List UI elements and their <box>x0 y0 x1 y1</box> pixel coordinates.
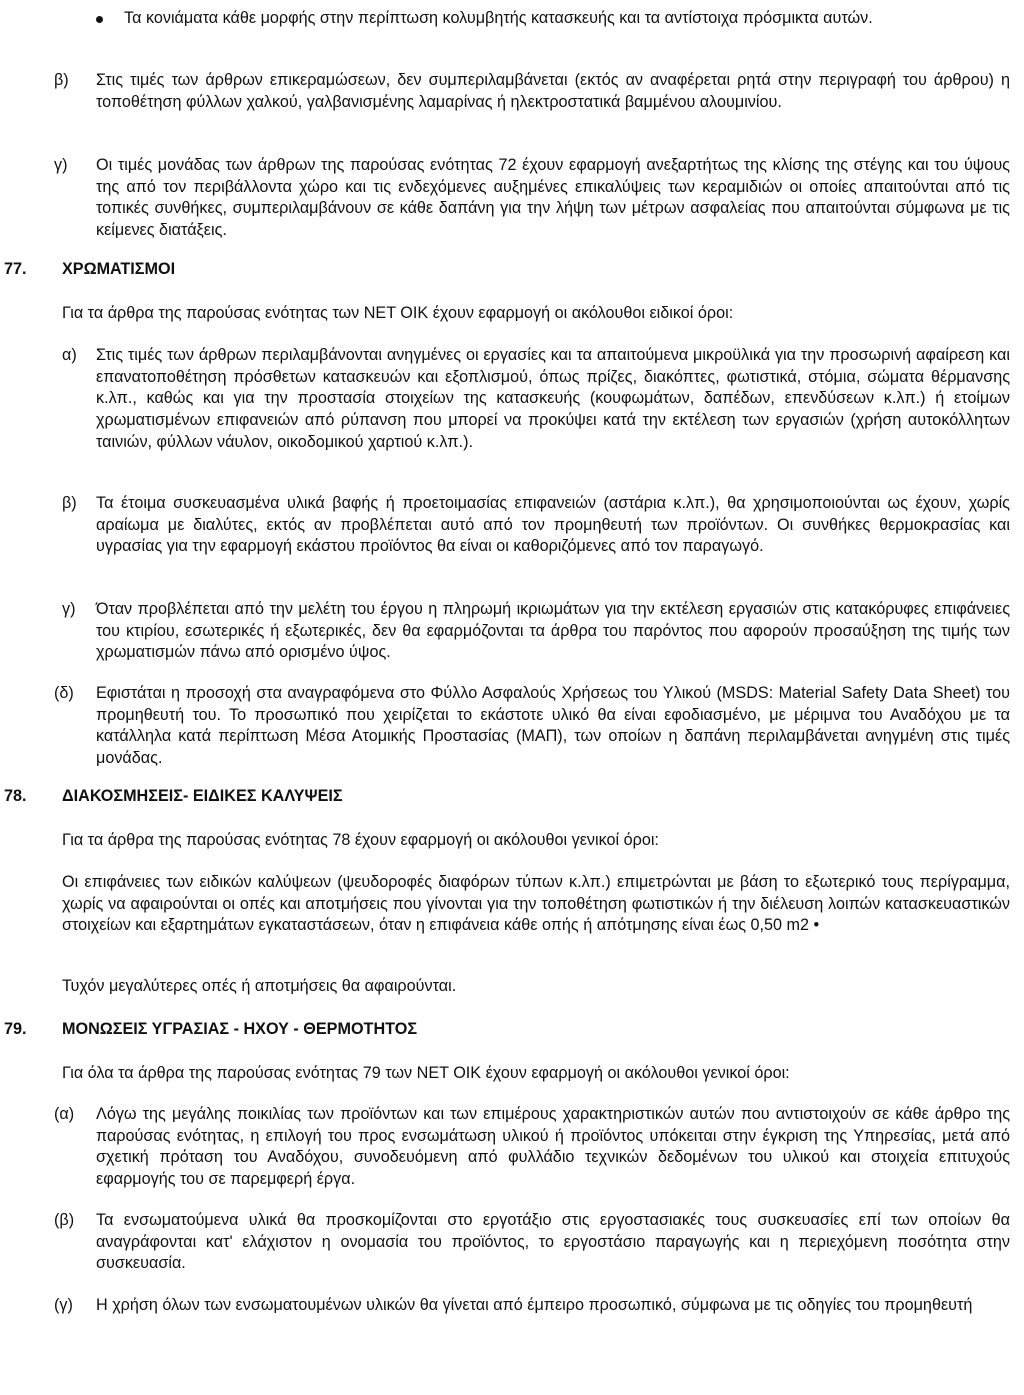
section-title: ΧΡΩΜΑΤΙΣΜΟΙ <box>62 260 176 278</box>
item-label: β) <box>62 494 77 512</box>
item-label: β) <box>54 71 69 89</box>
item-text: Λόγω της μεγάλης ποικιλίας των προϊόντων και των επιμέρους χαρακτηριστικών αυτών που αντιστοιχούν σε κάθε άρθρο της παρούσας ενότητας, η επιλογή του προς ενσωμάτωση υλικού ή προϊόντος υπόκειται στην έγκριση της Υπηρεσίας, μετά από σχετική πρόταση του Αναδόχου, συνοδευόμενη από φυλλάδιο τεχνικών δεδομένων του υλικού και στοιχεία επιτυχούς εφαρμογής του σε παρεμφερή έργα. <box>96 1105 1010 1189</box>
item-text: Τα ενσωματούμενα υλικά θα προσκομίζονται στο εργοτάξιο στις εργοστασιακές τους συσκευασίες επί των οποίων θα αναγράφονται κατ' ελάχιστον η ονομασία του προϊόντος, το εργοστάσιο παραγωγής και η περιεχόμενη ποσότητα στην συσκευασία. <box>96 1211 1010 1273</box>
item-text: Στις τιμές των άρθρων επικεραμώσεων, δεν συμπεριλαμβάνεται (εκτός αν αναφέρεται ρητά στην περιγραφή του άρθρου) η τοποθέτηση φύλλων χαλκού, γαλβανισμένης λαμαρίνας ή ηλεκτροστατικά βαμμένου αλουμινίου. <box>96 71 1010 111</box>
section-number: 78. <box>4 787 27 805</box>
section-number: 77. <box>4 260 27 278</box>
item-label: (α) <box>54 1105 75 1123</box>
item-label: α) <box>62 346 77 364</box>
section-intro: Για τα άρθρα της παρούσας ενότητας των ΝΕΤ ΟΙΚ έχουν εφαρμογή οι ακόλουθοι ειδικοί όροι: <box>62 304 734 322</box>
section-paragraph: Τυχόν μεγαλύτερες οπές ή αποτμήσεις θα αφαιρούνται. <box>62 977 457 995</box>
item-label: γ) <box>62 600 76 618</box>
item-text: Η χρήση όλων των ενσωματουμένων υλικών θα γίνεται από έμπειρο προσωπικό, σύμφωνα με τις οδηγίες του προμηθευτή <box>96 1296 973 1314</box>
section-title: ΜΟΝΩΣΕΙΣ ΥΓΡΑΣΙΑΣ - ΗΧΟΥ - ΘΕΡΜΟΤΗΤΟΣ <box>62 1020 418 1038</box>
bullet-icon <box>96 16 103 23</box>
item-text: Οι τιμές μονάδας των άρθρων της παρούσας ενότητας 72 έχουν εφαρμογή ανεξαρτήτως της κλίσης της στέγης και του ύψους της από τον περιβάλλοντα χώρο και τις ενδεχόμενες αυξημένες επικαλύψεις των κεραμιδιών οι οποίες απαιτούνται από τις τοπικές συνθήκες, συμπεριλαμβάνουν σε κάθε δαπάνη για την λήψη των μέτρων ασφαλείας που απαιτούνται σύμφωνα με τις κείμενες διατάξεις. <box>96 156 1010 240</box>
item-label: (γ) <box>54 1296 73 1314</box>
item-label: (β) <box>54 1211 75 1229</box>
item-text: Τα έτοιμα συσκευασμένα υλικά βαφής ή προετοιμασίας επιφανειών (αστάρια κ.λπ.), θα χρησιμοποιούνται ως έχουν, χωρίς αραίωμα με διαλύτες, εκτός αν προβλέπεται αυτό από τον προμηθευτή των προϊόντων. Οι συνθήκες θερμοκρασίας και υγρασίας για την εφαρμογή εκάστου προϊόντος θα είναι οι καθοριζόμενες από τον παραγωγό. <box>96 494 1010 556</box>
section-intro: Για τα άρθρα της παρούσας ενότητας 78 έχουν εφαρμογή οι ακόλουθοι γενικοί όροι: <box>62 831 659 849</box>
section-intro: Για όλα τα άρθρα της παρούσας ενότητας 79 των ΝΕΤ ΟΙΚ έχουν εφαρμογή οι ακόλουθοι γενικοί όροι: <box>62 1064 790 1082</box>
section-paragraph: Οι επιφάνειες των ειδικών καλύψεων (ψευδοροφές διαφόρων τύπων κ.λπ.) επιμετρώνται με βάση το εξωτερικό τους περίγραμμα, χωρίς να αφαιρούνται οι οπές και αποτμήσεις που γίνονται για την τοποθέτηση φωτιστικών ή την διέλευση λοιπών κατασκευαστικών στοιχείων και εξαρτημάτων εγκαταστάσεων, όταν η επιφάνεια κάθε οπής ή απότμησης είναι έως 0,50 m2 • <box>62 873 1010 935</box>
item-text: Στις τιμές των άρθρων περιλαμβάνονται ανηγμένες οι εργασίες και τα απαιτούμενα μικροϋλικά για την προσωρινή αφαίρεση και επανατοποθέτηση πρόσθετων κατασκευών και εξοπλισμού, όπως πρίζες, διακόπτες, φωτιστικά, στόμια, σώματα θέρμανσης κ.λπ., καθώς και για την προστασία στοιχείων της κατασκευής (κουφωμάτων, δαπέδων, επενδύσεων κ.λπ.) ή ετοίμων χρωματισμένων επιφανειών από ρύπανση που μπορεί να προκύψει κατά την εκτέλεση των εργασιών (χρήση αυτοκόλλητων ταινιών, φύλλων νάυλον, οικοδομικού χαρτιού κ.λπ.). <box>96 346 1010 451</box>
item-text: Όταν προβλέπεται από την μελέτη του έργου η πληρωμή ικριωμάτων για την εκτέλεση εργασιών στις κατακόρυφες επιφάνειες του κτιρίου, εσωτερικές ή εξωτερικές, δεν θα εφαρμόζονται τα άρθρα του παρόντος που αφορούν προσαύξηση της τιμής των χρωματισμών πάνω από ορισμένο ύψος. <box>96 600 1010 662</box>
section-title: ΔΙΑΚΟΣΜΗΣΕΙΣ- ΕΙΔΙΚΕΣ ΚΑΛΥΨΕΙΣ <box>62 787 343 805</box>
item-label: (δ) <box>54 684 74 702</box>
item-text: Εφιστάται η προσοχή στα αναγραφόμενα στο Φύλλο Ασφαλούς Χρήσεως του Υλικού (MSDS: Material Safety Data Sheet) του προμηθευτή του. Το προσωπικό που χειρίζεται το εκάστοτε υλικό θα είναι εφοδιασμένο, με μέριμνα του Αναδόχου με τα κατάλληλα κατά περίπτωση Μέσα Ατομικής Προστασίας (ΜΑΠ), των οποίων η δαπάνη περιλαμβάνεται ανηγμένη στις τιμές μονάδας. <box>96 684 1010 768</box>
bullet-text: Τα κονιάματα κάθε μορφής στην περίπτωση κολυμβητής κατασκευής και τα αντίστοιχα πρόσμικτα αυτών. <box>124 9 873 27</box>
section-number: 79. <box>4 1020 27 1038</box>
item-label: γ) <box>54 156 68 174</box>
